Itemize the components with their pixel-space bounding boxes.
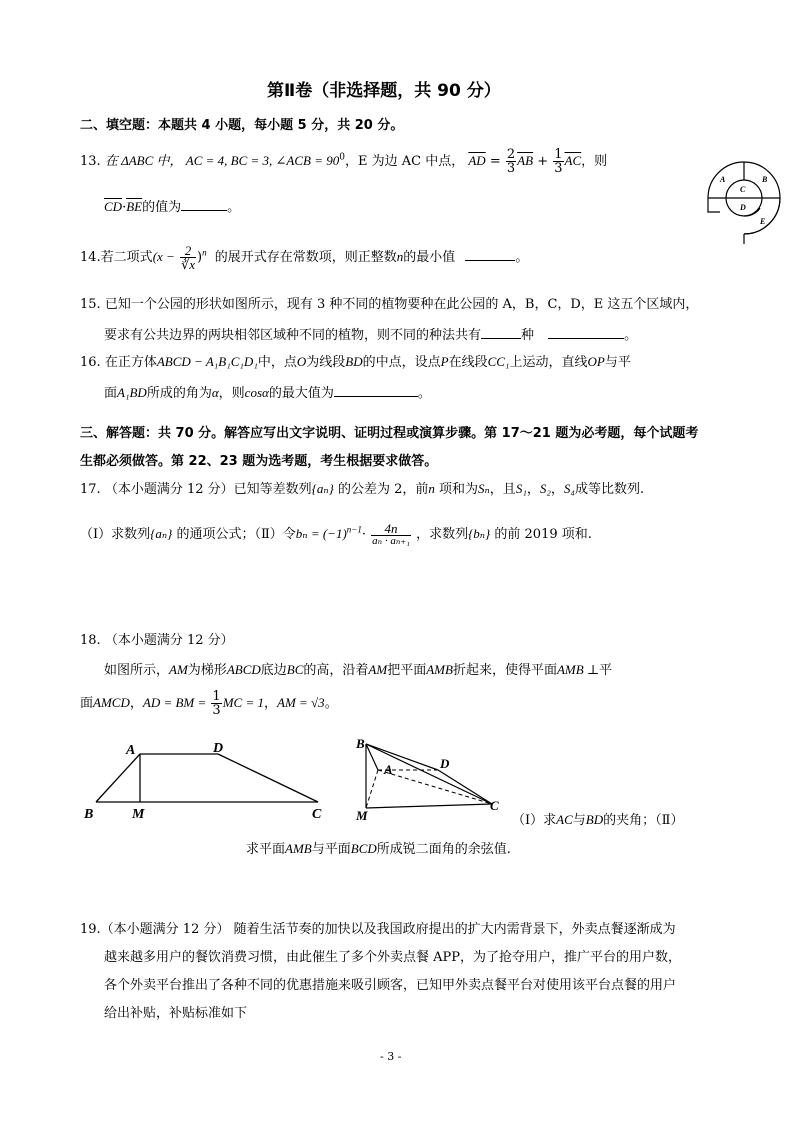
fold-label-d: D — [440, 756, 450, 771]
page-title: 第Ⅱ卷（非选择题，共 90 分） — [267, 81, 501, 101]
section-heading-fill-blank: 二、填空题：本题共 4 小题，每小题 5 分，共 20 分。 — [80, 118, 404, 133]
question-13-line-2: $\overline{CD}\cdot\overline{BE}$的值为 。 — [104, 196, 240, 215]
answer-blank — [465, 246, 515, 261]
question-13-line-1: 13. 在 ΔABC 中， AC = 4, BC = 3, ∠ACB = $90^0$，E 为边 AC 中点， $\overline{AD}$ = $\frac{2}{3}$ $\overline{AB}$ + $\frac{1}{3}$ $\overline{AC}$，则 — [80, 147, 608, 176]
question-19-line-2: 越来越多用户的餐饮消费习惯，由此催生了多个外卖点餐 APP，为了抢夺用户，推广平台的用户数， — [104, 950, 682, 965]
park-figure — [702, 152, 786, 244]
folded-figure — [352, 734, 510, 824]
question-18-ask-part-1: （Ⅰ）求AC与BD的夹角；（Ⅱ） — [512, 812, 684, 828]
trap-label-d: D — [213, 741, 224, 756]
fold-label-m: M — [356, 808, 368, 823]
question-19-line-4: 给出补贴，补贴标准如下 — [104, 1006, 248, 1021]
question-14: 14.若二项式(x − $\frac{2}{∛x}$ )$^n$ 的展开式存在常数项，则正整数n的最小值 。 — [80, 243, 529, 272]
question-18-header: 18. （本小题满分 12 分） — [80, 633, 234, 648]
fold-label-a: A — [384, 762, 393, 777]
park-region-b: B — [762, 175, 768, 184]
answer-blank — [181, 196, 227, 211]
question-16-line-2: 面A₁BD所成的角为α，则cosα的最大值为 。 — [104, 382, 431, 401]
trapezoid-figure — [82, 738, 330, 824]
question-18-line-1: 如图所示，AM为梯形ABCD底边BC的高，沿着AM把平面AMB折起来，使得平面AMB ⊥平 — [104, 662, 613, 678]
section-heading-solutions-line-2: 生都必须做答。第 22、23 题为选考题，考生根据要求做答。 — [80, 454, 438, 469]
question-18-line-2: 面AMCD，AD = BM = $\frac{1}{3}$ MC = 1，AM = √3。 — [80, 689, 338, 718]
trap-label-a: A — [126, 743, 136, 758]
question-19-line-3: 各个外卖平台推出了各种不同的优惠措施来吸引顾客，已知甲外卖点餐平台对使用该平台点餐的用户 — [104, 978, 677, 993]
question-15-line-1: 15. 已知一个公园的形状如图所示，现有 3 种不同的植物要种在此公园的 A，B，C，D，E 这五个区域内， — [80, 297, 699, 312]
question-17-line-2: （Ⅰ）求数列{aₙ} 的通项公式；（Ⅱ）令$b_n = (-1)^{n-1}\cdot$ $\frac{4n}{\text{aₙ · aₙ₊₁}}$ ，求数列{bₙ} 的前 2019 项和. — [80, 521, 592, 547]
answer-blank — [334, 382, 418, 397]
question-15-line-2: 要求有公共边界的两块相邻区域种不同的植物，则不同的种法共有 种 。 — [104, 324, 637, 343]
park-region-d: D — [740, 203, 746, 212]
answer-blank — [481, 324, 521, 339]
trap-label-b: B — [84, 807, 94, 822]
park-region-e: E — [760, 217, 766, 226]
section-heading-solutions-line-1: 三、解答题：共 70 分。解答应写出文字说明、证明过程或演算步骤。第 17～21 题为必考题，每个试题考 — [80, 426, 699, 441]
question-18-ask-part-2: 求平面AMB与平面BCD所成锐二面角的余弦值. — [246, 841, 511, 857]
park-region-a: A — [720, 175, 726, 184]
trap-label-c: C — [312, 807, 322, 822]
fold-label-b: B — [356, 736, 365, 751]
page-number: - 3 - — [380, 1050, 402, 1063]
fold-label-c: C — [490, 798, 499, 813]
question-19-line-1: 19.（本小题满分 12 分） 随着生活节奏的加快以及我国政府提出的扩大内需背景下，外卖点餐逐渐成为 — [80, 922, 676, 937]
trap-label-m: M — [132, 807, 145, 822]
question-16-line-1: 16. 在正方体ABCD − A₁B₁C₁D₁中，点O为线段BD的中点，设点P在线段CC₁上运动，直线OP与平 — [80, 354, 631, 370]
park-region-c: C — [740, 185, 746, 194]
answer-blank — [548, 324, 624, 339]
question-17-line-1: 17. （本小题满分 12 分）已知等差数列{aₙ} 的公差为 2，前n 项和为Sₙ，且S₁，S₂，S₄成等比数列. — [80, 481, 645, 497]
